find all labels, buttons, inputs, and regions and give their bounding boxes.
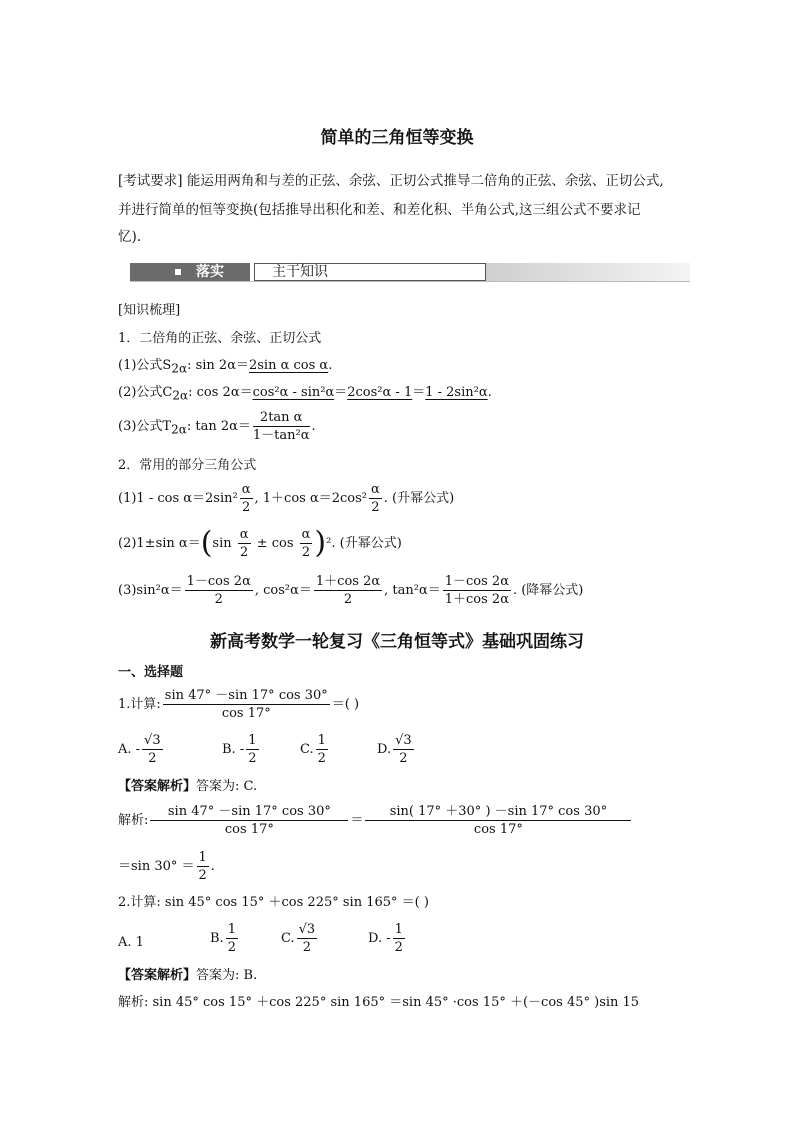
- answer-blank: 2cos²α - 1: [347, 385, 413, 400]
- q2-solution: 解析: sin 45° cos 15° ＋cos 225° sin 165° ＝sin 45° ·cos 15° ＋(－cos 45° )sin 15: [118, 995, 640, 1010]
- exam-requirement-text: 能运用两角和与差的正弦、余弦、正切公式推导二倍角的正弦、余弦、正切公式,: [186, 173, 664, 189]
- answer-tag: 【答案解析】: [118, 968, 197, 983]
- banner-fade: [486, 263, 690, 281]
- part-heading: 一、选择题: [118, 665, 184, 680]
- heading-double-angle: 1．二倍角的正弦、余弦、正切公式: [118, 331, 322, 346]
- formula-s2a: (1)公式$S_{2\alpha}$: sin 2α＝2sin α cos α.: [118, 358, 333, 376]
- q1-answer: 【答案解析】答案为: C.: [118, 779, 258, 794]
- formula-power-raise-1: (1)1 - cos α＝2sin² $\frac{\alpha}{2}$ , 1＋cos α＝2cos² $\frac{\alpha}{2}$ . (升幂公式): [118, 482, 455, 515]
- fraction: $\frac{\text{2tan α}}{\text{1－tan²α}}$: [252, 410, 310, 443]
- question-2: 2.计算: sin 45° cos 15° ＋cos 225° sin 165° ＝( ): [118, 895, 429, 910]
- answer-tag: 【答案解析】: [118, 779, 197, 794]
- practice-title: 新高考数学一轮复习《三角恒等式》基础巩固练习: [210, 632, 584, 652]
- q2-answer: 【答案解析】答案为: B.: [118, 968, 258, 983]
- banner-underline: [130, 281, 690, 282]
- exam-requirement-tag: [考试要求]: [118, 173, 183, 189]
- answer-blank: 2sin α cos α: [248, 358, 329, 373]
- q1-option-b: B. - $\frac{1}{2}$: [222, 733, 257, 766]
- heading-common-formulas: 2．常用的部分三角公式: [118, 458, 257, 473]
- q1-solution-line2: ＝sin 30° ＝ $\frac{1}{2}$ .: [118, 850, 215, 883]
- q2-option-a: A. 1: [118, 935, 144, 950]
- page-title: 简单的三角恒等变换: [320, 128, 474, 148]
- q2-option-c: C. $\frac{√3}{2}$: [281, 922, 316, 955]
- fraction: $\frac{\sin 47^\circ -\sin 17^\circ \cos 30^\circ}{\cos 17^\circ}$: [164, 688, 328, 721]
- exam-requirement-line2: 并进行简单的恒等变换(包括推导出积化和差、和差化积、半角公式,这三组公式不要求记: [118, 202, 641, 218]
- q2-option-d: D. - $\frac{1}{2}$: [368, 922, 403, 955]
- section-banner: [130, 262, 690, 282]
- banner-square-icon: [175, 269, 181, 275]
- q1-option-c: C. $\frac{1}{2}$: [300, 733, 326, 766]
- banner-right-label: 主干知识: [272, 264, 328, 280]
- answer-blank: cos²α - sin²α: [252, 385, 335, 400]
- formula-power-raise-2: (2)1±sin α＝(sin $\frac{\alpha}{2}$ ± cos $\frac{\alpha}{2}$ )². (升幂公式): [118, 525, 402, 561]
- exam-requirement-line1: [118, 173, 664, 189]
- q2-option-b: B. $\frac{1}{2}$: [210, 922, 236, 955]
- formula-c2a: (2)公式$C_{2\alpha}$: cos 2α＝cos²α - sin²α＝2cos²α - 1＝1 - 2sin²α.: [118, 385, 492, 403]
- section-tag: [知识梳理]: [118, 303, 181, 318]
- q1-option-d: D. $\frac{√3}{2}$: [377, 733, 412, 766]
- banner-left-label: 落实: [196, 264, 224, 280]
- formula-t2a: (3)公式$T_{2\alpha}$: tan 2α＝ $\frac{\text{2tan α}}{\text{1－tan²α}}$ .: [118, 410, 316, 443]
- question-1: 1.计算: $\frac{\sin 47^\circ -\sin 17^\circ \cos 30^\circ}{\cos 17^\circ}$ ＝( ): [118, 688, 360, 721]
- formula-power-reduce: (3)sin²α＝ $\frac{1-\cos 2\alpha}{2}$ , cos²α＝ $\frac{1+\cos 2\alpha}{2}$ , tan²α＝ $\frac{1-\cos 2\alpha}{1+\cos 2\alpha}$ . (降幂公式): [118, 574, 584, 607]
- banner-dark-block: [130, 263, 250, 281]
- q1-solution: 解析: $\frac{\sin 47^\circ -\sin 17^\circ \cos 30^\circ}{\cos 17^\circ}$ ＝ $\frac{\sin( 17^\circ +30^\circ ) -\sin 17^\circ \cos 30^\circ}{\cos 17^\circ}$: [118, 804, 633, 837]
- q1-option-a: A. - $\frac{√3}{2}$: [118, 733, 161, 766]
- answer-blank: 1 - 2sin²α: [425, 385, 488, 400]
- exam-requirement-line3: 忆).: [118, 229, 142, 245]
